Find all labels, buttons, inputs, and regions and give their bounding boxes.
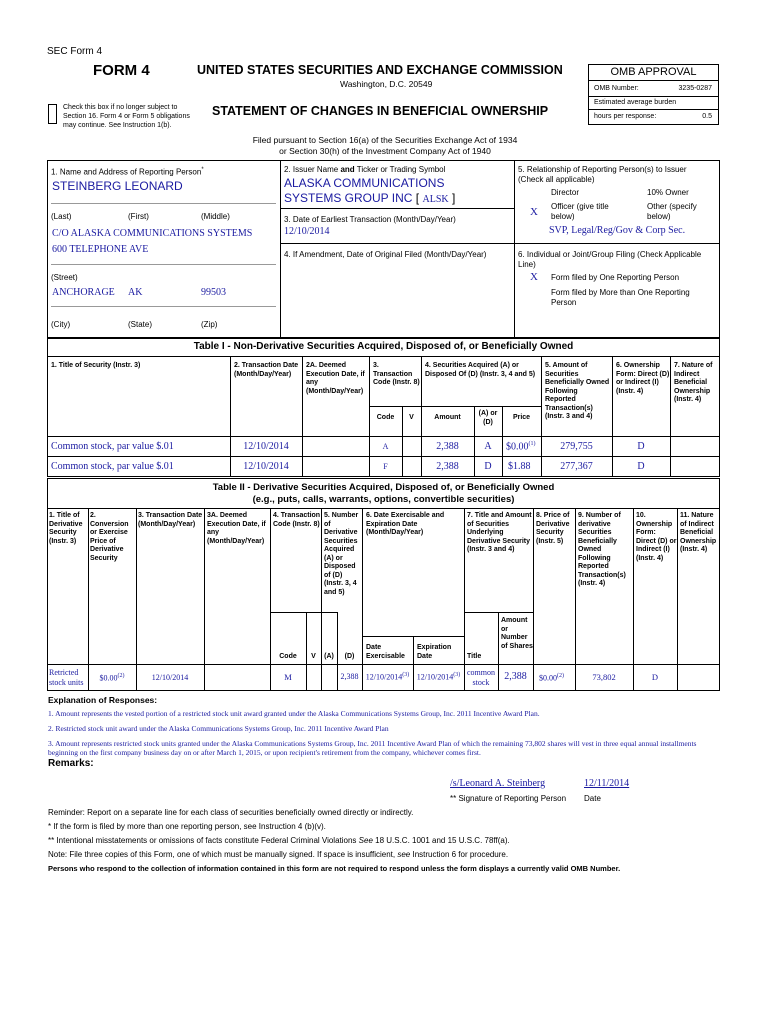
more-reporting-persons: Form filed by More than One Reporting Person: [551, 288, 690, 307]
commission-address: Washington, D.C. 20549: [340, 79, 433, 89]
t2-row-form: D: [651, 672, 659, 682]
first-label: (First): [128, 212, 149, 221]
t1-row2-price: $1.88: [508, 461, 531, 472]
no-longer-subject-checkbox[interactable]: [48, 104, 57, 124]
t2-header-title: 1. Title of Derivative Security (Instr. 3): [49, 512, 83, 545]
box1-label: 1. Name and Address of Reporting Person*: [51, 167, 204, 177]
t1-row1-code: A: [382, 442, 389, 451]
t1-sub-code: Code: [376, 414, 395, 421]
explanation-item-3: 3. Amount represents restricted stock units granted under the Alaska Communications Systems Group, Inc. 2011 Incentive Award Plan of which the remaining 73,802 shares will vest in three equal annual installments beginning on the first company business day on or after March 1, 2015, or upon recipient's retirement from the company, whichever comes first.: [48, 739, 697, 757]
t2-header-owned: 9. Number of derivative Securities Beneficially Owned Following Reported Transaction(s) (Instr. 4): [578, 512, 626, 587]
t1-header-amount-owned: 5. Amount of Securities Beneficially Owned Following Reported Transaction(s) (Instr. 3 and 4): [545, 362, 610, 420]
t1-header-date: 2. Transaction Date (Month/Day/Year): [234, 362, 299, 378]
t2-sub-title: Title: [467, 653, 482, 660]
omb-hours-label: hours per response:: [594, 113, 657, 120]
omb-title: OMB APPROVAL: [589, 65, 718, 81]
box2-label: 2. Issuer Name and Ticker or Trading Symbol: [284, 165, 446, 174]
one-reporting-person: Form filed by One Reporting Person: [551, 273, 680, 282]
t1-row1-price: $0.00$^{(1)}$: [506, 441, 536, 453]
t2-row-code: M: [284, 672, 292, 682]
table-2-title: [47, 482, 720, 506]
city-value: ANCHORAGE: [52, 287, 115, 298]
footnote-2: ** Intentional misstatements or omissions of facts constitute Federal Criminal Violations See 18 U.S.C. 1001 and 15 U.S.C. 78ff(a).: [48, 836, 510, 845]
table-1-title: Table I - Non-Derivative Securities Acquired, Disposed of, or Beneficially Owned: [193, 341, 574, 352]
footnote-1: * If the form is filed by more than one reporting person, see Instruction 4 (b)(v).: [48, 822, 326, 831]
t2-header-price: 8. Price of Derivative Security (Instr. 5): [536, 512, 570, 545]
t1-row2-title: Common stock, par value $.01: [51, 461, 174, 472]
other-label: Other (specify below): [647, 202, 697, 221]
city-label: (City): [51, 320, 71, 329]
signature-label: ** Signature of Reporting Person: [450, 794, 567, 803]
t2-row-derivative-price: $0.00$^{(2)}$: [539, 673, 564, 683]
omb-number-label: OMB Number:: [594, 85, 639, 92]
footnote-3: Note: File three copies of this Form, one of which must be manually signed. If space is insufficient, see Instruction 6 for procedure.: [48, 850, 509, 859]
earliest-transaction-date: 12/10/2014: [284, 226, 330, 237]
ten-percent-owner-label: 10% Owner: [647, 188, 689, 197]
commission-title: UNITED STATES SECURITIES AND EXCHANGE COMMISSION: [197, 63, 563, 77]
t2-sub-exercisable: Date Exercisable: [366, 644, 405, 660]
t1-row2-form: D: [637, 461, 645, 472]
date-label: Date: [584, 794, 601, 803]
t1-header-nature: 7. Nature of Indirect Beneficial Ownership (Instr. 4): [674, 362, 713, 403]
form-title: FORM 4: [93, 62, 150, 79]
reporting-person-name: STEINBERG LEONARD: [52, 179, 183, 193]
t2-sub-d: (D): [344, 653, 355, 660]
t2-sub-v: V: [311, 653, 316, 660]
issuer-name-line-1: ALASKA COMMUNICATIONS: [284, 176, 445, 190]
middle-label: (Middle): [201, 212, 230, 221]
filed-pursuant: [220, 135, 550, 157]
t1-row1-ad: A: [484, 441, 492, 452]
omb-notice: Persons who respond to the collection of information contained in this form are not required to respond unless the form displays a currently valid OMB Number.: [48, 864, 621, 873]
t1-row1-owned: 279,755: [560, 441, 593, 452]
director-label: Director: [551, 188, 580, 197]
t1-row1-title: Common stock, par value $.01: [51, 441, 174, 452]
t2-header-deemed: 3A. Deemed Execution Date, if any (Month/Day/Year): [207, 512, 266, 545]
t1-sub-ad: (A) or (D): [478, 410, 498, 426]
explanation-list: [48, 709, 718, 757]
officer-title: SVP, Legal/Reg/Gov & Corp Sec.: [549, 225, 686, 236]
address-line-1: C/O ALASKA COMMUNICATIONS SYSTEMS: [52, 228, 253, 239]
zip-value: 99503: [201, 287, 226, 298]
t1-row1-date: 12/10/2014: [243, 441, 289, 452]
signature-date: 12/11/2014: [584, 778, 630, 789]
explanation-item-2: 2. Restricted stock unit award under the Alaska Communications Systems Group, Inc. 2011 Incentive Award Plan: [48, 724, 389, 733]
reminder-note: Reminder: Report on a separate line for each class of securities beneficially owned directly or indirectly.: [48, 808, 414, 817]
box5-sub: (Check all applicable): [518, 175, 595, 184]
filed-line-2: or Section 30(h) of the Investment Company Act of 1940: [279, 146, 491, 156]
t2-header-ownership-form: 10. Ownership Form: Direct (D) or Indirect (I) (Instr. 4): [636, 512, 677, 562]
t2-header-code: 4. Transaction Code (Instr. 8): [273, 512, 321, 528]
t2-row-disposed: 2,388: [340, 672, 359, 681]
table-2-title-1: Table II - Derivative Securities Acquired, Disposed of, or Beneficially Owned: [212, 482, 555, 493]
signature: /s/Leonard A. Steinberg: [450, 778, 546, 789]
t1-header-ownership-form: 6. Ownership Form: Direct (D) or Indirect (I) (Instr. 4): [616, 362, 670, 395]
t2-header-number: 5. Number of Derivative Securities Acquired (A) or Disposed of (D) (Instr. 3, 4 and 5): [324, 512, 359, 596]
explanation-item-1: 1. Amount represents the vested portion of a restricted stock unit award granted under the Alaska Communications Systems Group, Inc. 2011 Incentive Award Plan.: [48, 709, 540, 718]
t1-sub-amount: Amount: [434, 414, 461, 421]
zip-label: (Zip): [201, 320, 218, 329]
t2-row-date: 12/10/2014: [151, 673, 189, 682]
t2-header-nature: 11. Nature of Indirect Beneficial Ownership (Instr. 4): [680, 512, 717, 553]
issuer-name-line-2: SYSTEMS GROUP INC [ ALSK ]: [284, 191, 456, 205]
filed-line-1: Filed pursuant to Section 16(a) of the Securities Exchange Act of 1934: [252, 135, 518, 145]
filing-check-mark: X: [530, 271, 538, 283]
ticker-symbol: ALSK: [422, 194, 449, 205]
box6-label: 6. Individual or Joint/Group Filing (Check Applicable Line): [518, 250, 702, 269]
address-line-2: 600 TELEPHONE AVE: [52, 244, 149, 255]
t2-header-date: 3. Transaction Date (Month/Day/Year): [138, 512, 203, 528]
t2-row-underlying-title: common stock: [467, 668, 495, 687]
box5-label: [518, 165, 716, 185]
t2-row-conversion-price: $0.00$^{(2)}$: [99, 673, 125, 683]
t1-sub-v: V: [409, 414, 414, 421]
box5-title: 5. Relationship of Reporting Person(s) to Issuer: [518, 165, 687, 174]
t1-row2-ad: D: [484, 461, 492, 472]
t2-header-conversion: 2. Conversion or Exercise Price of Derivative Security: [90, 512, 129, 562]
t2-row-expiration: 12/10/2014$^{(3)}$: [416, 672, 461, 682]
street-label: (Street): [51, 273, 78, 282]
t1-header-securities: 4. Securities Acquired (A) or Disposed Of (D) (Instr. 3, 4 and 5): [425, 362, 536, 378]
last-label: (Last): [51, 212, 72, 221]
t1-header-deemed: 2A. Deemed Execution Date, if any (Month/Day/Year): [306, 362, 365, 395]
t1-row1-form: D: [637, 441, 645, 452]
t1-header-title: 1. Title of Security (Instr. 3): [51, 362, 141, 369]
statement-title: STATEMENT OF CHANGES IN BENEFICIAL OWNERSHIP: [212, 104, 549, 118]
t1-row2-date: 12/10/2014: [243, 461, 289, 472]
t1-row2-code: F: [383, 462, 388, 471]
box3-label: 3. Date of Earliest Transaction (Month/Day/Year): [284, 215, 456, 224]
remarks-title: Remarks:: [48, 758, 94, 769]
t1-row1-amount: 2,388: [436, 441, 459, 452]
t1-header-code: 3. Transaction Code (Instr. 8): [373, 362, 420, 386]
omb-approval-box: [588, 64, 719, 125]
t2-row-exercisable: 12/10/2014$^{(3)}$: [365, 672, 410, 682]
t2-row-underlying-amount: 2,388: [504, 671, 527, 682]
table-2-title-2: (e.g., puts, calls, warrants, options, convertible securities): [252, 494, 515, 505]
t2-row-title: Retricted stock units: [49, 668, 84, 687]
t1-row2-owned: 277,367: [560, 461, 593, 472]
t2-sub-code: Code: [279, 653, 297, 660]
t2-header-underlying: 7. Title and Amount of Securities Underlying Derivative Security (Instr. 3 and 4): [467, 512, 532, 553]
checkbox-instructions: Check this box if no longer subject to Section 16. Form 4 or Form 5 obligations may continue. See Instruction 1(b).: [63, 104, 190, 129]
state-value: AK: [128, 287, 143, 298]
t1-sub-price: Price: [512, 414, 531, 421]
t2-sub-expiration: Expiration Date: [417, 644, 452, 660]
t2-sub-amount: Amount or Number of Shares: [501, 617, 533, 650]
omb-number-value: 3235-0287: [678, 85, 712, 92]
officer-label: Officer (give title below): [551, 202, 609, 221]
state-label: (State): [128, 320, 153, 329]
box4-label: 4. If Amendment, Date of Original Filed (Month/Day/Year): [284, 250, 487, 259]
officer-check-mark: X: [530, 206, 538, 218]
t1-row2-amount: 2,388: [436, 461, 459, 472]
omb-hours-value: 0.5: [702, 113, 712, 120]
t2-row-owned: 73,802: [592, 672, 616, 682]
sec-form-label: SEC Form 4: [47, 46, 103, 57]
omb-burden-label: Estimated average burden: [594, 99, 677, 106]
explanation-title: Explanation of Responses:: [48, 695, 158, 705]
t2-sub-a: (A): [324, 653, 334, 660]
t2-header-exercisable: 6. Date Exercisable and Expiration Date (Month/Day/Year): [366, 512, 445, 536]
issuer-name: [284, 176, 455, 207]
